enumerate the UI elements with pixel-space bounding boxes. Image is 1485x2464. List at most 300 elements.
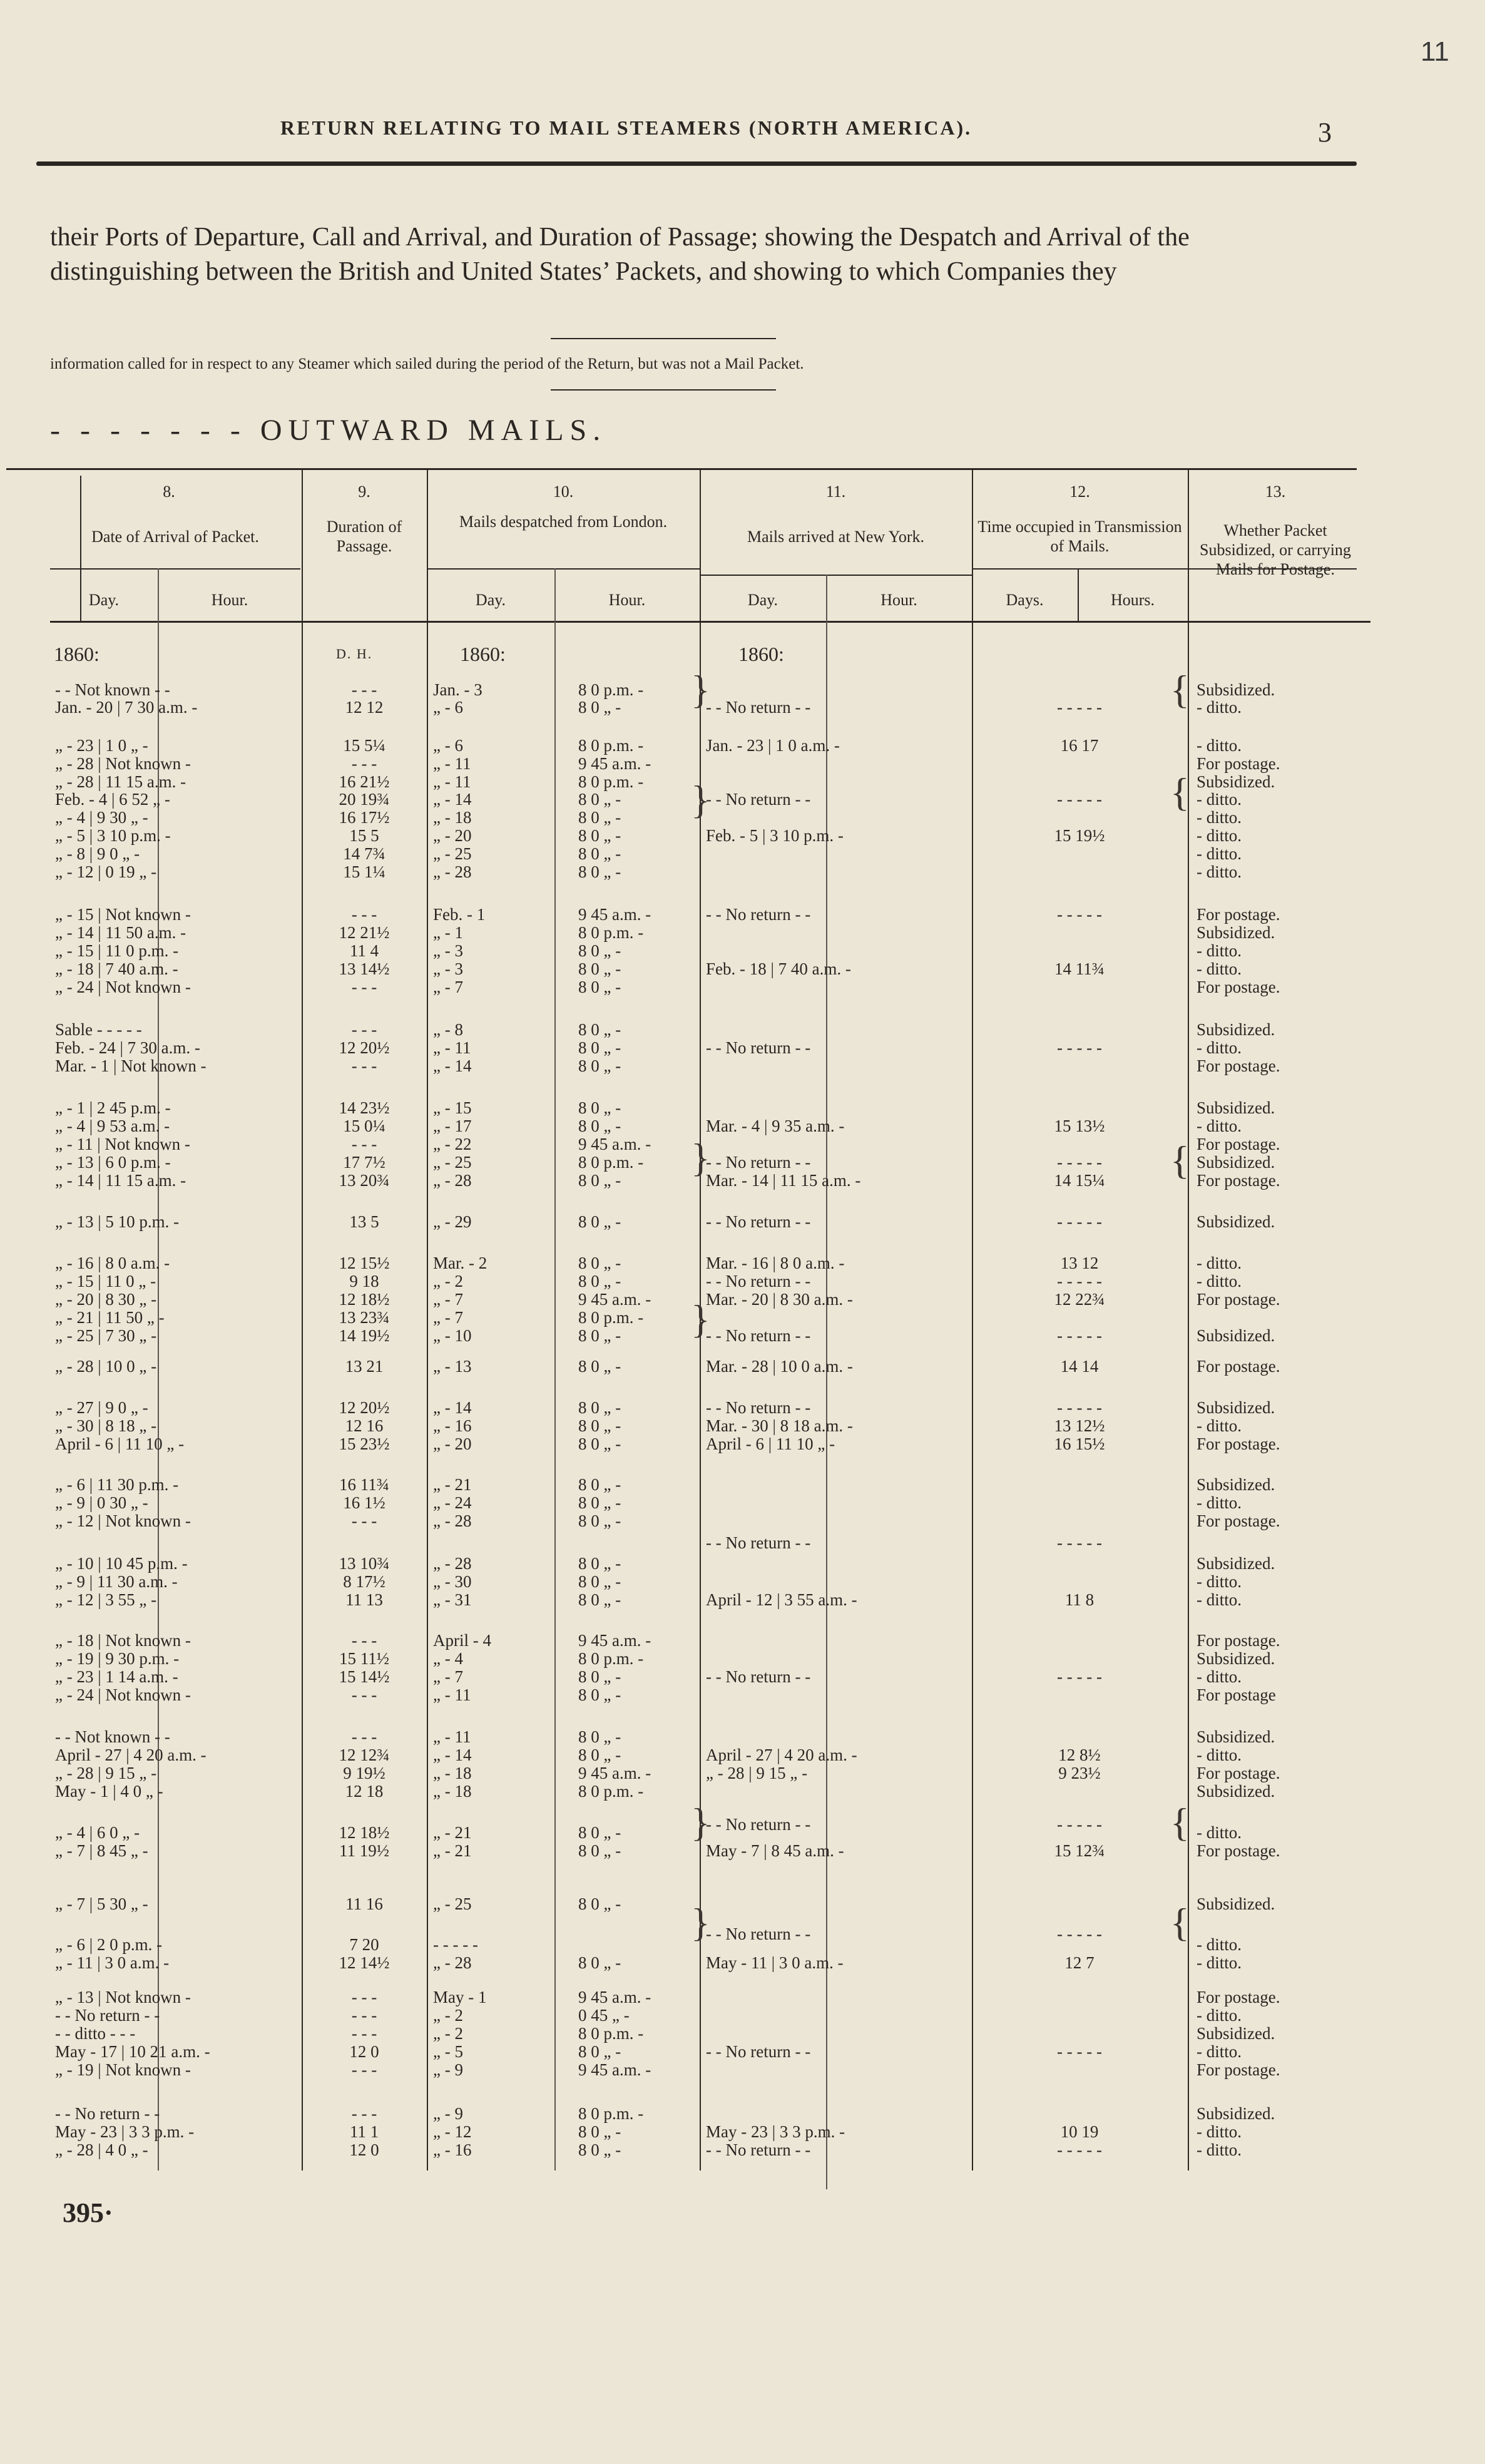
table-cell-a: May - 23 | 3 3 p.m. - <box>55 2122 195 2141</box>
table-cell-a: „ - 23 | 1 14 a.m. - <box>55 1667 178 1686</box>
table-cell-s: - ditto. <box>1197 2140 1242 2159</box>
table-cell-h: 8 0 „ - <box>578 1823 621 1842</box>
table-cell-a: „ - 5 | 3 10 p.m. - <box>55 826 171 845</box>
col11-title: Mails arrived at New York. <box>747 528 925 546</box>
table-cell-d: 12 14½ <box>339 1953 390 1972</box>
table-cell-s: Subsidized. <box>1197 1554 1275 1573</box>
table-cell-l: „ - 11 <box>433 1727 471 1746</box>
table-cell-h: 8 0 „ - <box>578 1357 621 1376</box>
table-cell-d: 15 5 <box>349 826 379 845</box>
year-label: 1860: <box>54 643 100 665</box>
table-cell-s: - ditto. <box>1197 1038 1242 1057</box>
header-bottom-rule <box>50 621 1370 623</box>
brace-mark: { <box>1170 1800 1190 1844</box>
table-cell-d: - - - <box>351 1685 377 1704</box>
table-cell-l: „ - 28 <box>433 862 472 881</box>
table-cell-a: „ - 21 | 11 50 „ - <box>55 1308 165 1327</box>
table-cell-s: For postage. <box>1197 2060 1280 2079</box>
table-cell-d: 12 0 <box>349 2042 379 2061</box>
col12-title: Time occupied in Transmission of Mails. <box>977 518 1182 555</box>
table-cell-d: - - - <box>351 1020 377 1039</box>
table-cell-n: Mar. - 30 | 8 18 a.m. - <box>706 1416 853 1435</box>
table-cell-l: „ - 7 <box>433 1308 463 1327</box>
table-cell-d: 14 19½ <box>339 1326 390 1345</box>
table-cell-a: „ - 14 | 11 50 a.m. - <box>55 923 186 942</box>
table-cell-n: April - 27 | 4 20 a.m. - <box>706 1746 857 1764</box>
col11-hour-header: Hour. <box>880 591 917 609</box>
table-cell-n: - - No return - - <box>706 1212 811 1231</box>
table-cell-a: „ - 15 | 11 0 „ - <box>55 1272 156 1291</box>
table-cell-s: Subsidized. <box>1197 1153 1275 1172</box>
table-cell-s: For postage. <box>1197 1357 1280 1376</box>
table-cell-a: Feb. - 24 | 7 30 a.m. - <box>55 1038 200 1057</box>
table-cell-l: „ - 7 <box>433 1667 463 1686</box>
table-cell-h: 8 0 „ - <box>578 808 621 827</box>
table-cell-n: Feb. - 5 | 3 10 p.m. - <box>706 826 844 845</box>
table-top-rule <box>6 468 1357 470</box>
table-cell-s: - ditto. <box>1197 1272 1242 1291</box>
table-cell-a: „ - 20 | 8 30 „ - <box>55 1290 157 1309</box>
table-cell-a: „ - 7 | 5 30 „ - <box>55 1894 148 1913</box>
table-cell-l: „ - 18 <box>433 808 472 827</box>
table-cell-n: Jan. - 23 | 1 0 a.m. - <box>706 736 840 755</box>
table-cell-s: - ditto. <box>1197 698 1242 717</box>
table-cell-h: 8 0 p.m. - <box>578 2104 644 2123</box>
table-cell-a: „ - 4 | 9 30 „ - <box>55 808 148 827</box>
brace-mark: } <box>691 1135 710 1180</box>
column-rule <box>972 468 973 2170</box>
table-cell-h: 8 0 „ - <box>578 941 621 960</box>
table-cell-h: 8 0 „ - <box>578 2122 621 2141</box>
table-cell-d: 13 5 <box>349 1212 379 1231</box>
table-cell-h: 8 0 „ - <box>578 1841 621 1860</box>
table-cell-l: „ - 2 <box>433 2006 463 2025</box>
table-cell-s: - ditto. <box>1197 1572 1242 1591</box>
table-cell-a: „ - 18 | 7 40 a.m. - <box>55 959 178 978</box>
col10-day-header: Day. <box>475 591 506 609</box>
table-cell-l: „ - 21 <box>433 1841 472 1860</box>
table-cell-s: - ditto. <box>1197 959 1242 978</box>
table-cell-l: „ - 18 <box>433 1764 472 1782</box>
table-cell-a: „ - 12 | 3 55 „ - <box>55 1590 157 1609</box>
table-cell-h: 8 0 „ - <box>578 1475 621 1494</box>
table-cell-l: „ - 28 <box>433 1171 472 1190</box>
table-cell-s: - ditto. <box>1197 1416 1242 1435</box>
brace-mark: { <box>1170 1900 1190 1945</box>
table-cell-l: „ - 7 <box>433 978 463 996</box>
table-cell-a: „ - 30 | 8 18 „ - <box>55 1416 157 1435</box>
col8-number: 8. <box>163 483 175 501</box>
table-cell-h: 8 0 „ - <box>578 826 621 845</box>
table-cell-h: 8 0 „ - <box>578 844 621 863</box>
table-cell-a: „ - 13 | 6 0 p.m. - <box>55 1153 171 1172</box>
table-cell-h: 0 45 „ - <box>578 2006 630 2025</box>
table-cell-h: 8 0 „ - <box>578 1020 621 1039</box>
table-cell-d: - - - <box>351 680 377 699</box>
table-cell-d: 12 18½ <box>339 1290 390 1309</box>
table-cell-a: April - 6 | 11 10 „ - <box>55 1434 185 1453</box>
table-cell-s: - ditto. <box>1197 1935 1242 1954</box>
table-cell-l: „ - 28 <box>433 1511 472 1530</box>
table-cell-h: 8 0 „ - <box>578 1727 621 1746</box>
table-cell-d: 13 10¾ <box>339 1554 390 1573</box>
table-cell-h: 8 0 „ - <box>578 1212 621 1231</box>
table-cell-l: „ - 3 <box>433 941 463 960</box>
brace-mark: } <box>691 777 710 822</box>
table-cell-d: 14 23½ <box>339 1098 390 1117</box>
col9-number: 9. <box>358 483 370 501</box>
table-cell-s: - ditto. <box>1197 1117 1242 1135</box>
table-cell-d: 12 0 <box>349 2140 379 2159</box>
table-cell-l: „ - 20 <box>433 826 472 845</box>
table-cell-s: - ditto. <box>1197 1254 1242 1272</box>
table-cell-s: For postage. <box>1197 1135 1280 1153</box>
table-cell-h: 8 0 „ - <box>578 1572 621 1591</box>
table-cell-d: 12 16 <box>345 1416 384 1435</box>
table-cell-d: - - - <box>351 2024 377 2043</box>
table-cell-d: 13 21 <box>345 1357 384 1376</box>
table-cell-s: Subsidized. <box>1197 1326 1275 1345</box>
table-cell-l: „ - 28 <box>433 1953 472 1972</box>
table-cell-a: „ - 14 | 11 15 a.m. - <box>55 1171 186 1190</box>
intro-line-2: distinguishing between the British and United States’ Packets, and showing to which Companies they <box>50 257 1117 286</box>
table-cell-h: 8 0 „ - <box>578 1117 621 1135</box>
table-cell-a: „ - 13 | 5 10 p.m. - <box>55 1212 180 1231</box>
table-cell-n: Mar. - 4 | 9 35 a.m. - <box>706 1117 845 1135</box>
col10-number: 10. <box>553 483 574 501</box>
table-cell-l: „ - 17 <box>433 1117 472 1135</box>
table-cell-l: „ - 18 <box>433 1782 472 1801</box>
table-cell-l: „ - 28 <box>433 1554 472 1573</box>
table-cell-d: 13 14½ <box>339 959 390 978</box>
table-cell-t: 14 11¾ <box>1054 959 1105 978</box>
table-cell-d: 12 20½ <box>339 1038 390 1057</box>
table-cell-t: - - - - - <box>1057 1667 1102 1686</box>
duration-units: D. H. <box>336 646 373 662</box>
table-cell-a: „ - 27 | 9 0 „ - <box>55 1398 148 1417</box>
table-cell-n: - - No return - - <box>706 1667 811 1686</box>
table-cell-d: 11 1 <box>349 2122 379 2141</box>
table-cell-d: 12 18 <box>345 1782 384 1801</box>
table-cell-h: 8 0 „ - <box>578 1056 621 1075</box>
table-cell-a: „ - 16 | 8 0 a.m. - <box>55 1254 170 1272</box>
table-cell-d: - - - <box>351 1135 377 1153</box>
table-cell-d: - - - <box>351 2006 377 2025</box>
header-rule-c8 <box>50 568 300 570</box>
table-cell-h: 8 0 p.m. - <box>578 1308 644 1327</box>
table-cell-a: „ - 23 | 1 0 „ - <box>55 736 148 755</box>
table-cell-d: 8 17½ <box>343 1572 385 1591</box>
table-cell-l: „ - 31 <box>433 1590 472 1609</box>
table-cell-l: „ - 24 <box>433 1493 472 1512</box>
table-cell-s: Subsidized. <box>1197 1398 1275 1417</box>
table-cell-d: 14 7¾ <box>343 844 385 863</box>
table-cell-h: 8 0 „ - <box>578 1254 621 1272</box>
table-cell-s: - ditto. <box>1197 862 1242 881</box>
table-cell-t: - - - - - <box>1057 1153 1102 1172</box>
table-cell-d: 12 21½ <box>339 923 390 942</box>
table-cell-a: „ - 28 | 4 0 „ - <box>55 2140 148 2159</box>
table-cell-a: „ - 12 | Not known - <box>55 1511 191 1530</box>
table-cell-s: For postage <box>1197 1685 1276 1704</box>
table-cell-t: 16 15½ <box>1054 1434 1105 1453</box>
table-cell-l: „ - 5 <box>433 2042 463 2061</box>
table-cell-s: - ditto. <box>1197 1746 1242 1764</box>
table-cell-d: 20 19¾ <box>339 790 390 809</box>
table-cell-t: 10 19 <box>1060 2122 1099 2141</box>
table-cell-l: „ - 10 <box>433 1326 472 1345</box>
table-cell-h: 8 0 „ - <box>578 1685 621 1704</box>
table-cell-h: 9 45 a.m. - <box>578 754 651 773</box>
table-cell-h: 8 0 „ - <box>578 790 621 809</box>
table-cell-l: „ - 14 <box>433 790 472 809</box>
table-cell-n: - - No return - - <box>706 1925 811 1943</box>
table-cell-h: 9 45 a.m. - <box>578 905 651 924</box>
table-cell-a: „ - 18 | Not known - <box>55 1631 191 1650</box>
table-cell-t: 9 23½ <box>1058 1764 1101 1782</box>
table-cell-l: „ - 16 <box>433 1416 472 1435</box>
table-cell-h: 8 0 „ - <box>578 1894 621 1913</box>
table-cell-l: „ - 21 <box>433 1475 472 1494</box>
table-cell-a: „ - 28 | Not known - <box>55 754 191 773</box>
table-cell-a: - - ditto - - - <box>55 2024 136 2043</box>
table-cell-n: May - 7 | 8 45 a.m. - <box>706 1841 844 1860</box>
table-cell-n: Mar. - 28 | 10 0 a.m. - <box>706 1357 853 1376</box>
table-cell-h: 8 0 „ - <box>578 1434 621 1453</box>
table-cell-a: „ - 7 | 8 45 „ - <box>55 1841 148 1860</box>
table-cell-s: For postage. <box>1197 1056 1280 1075</box>
table-cell-a: - - Not known - - <box>55 1727 170 1746</box>
table-cell-s: - ditto. <box>1197 790 1242 809</box>
short-rule-top <box>551 338 776 339</box>
table-cell-d: 15 1¼ <box>343 862 385 881</box>
table-cell-d: 13 23¾ <box>339 1308 390 1327</box>
table-cell-d: 11 4 <box>349 941 379 960</box>
col10-title: Mails despatched from London. <box>459 513 668 531</box>
table-cell-s: For postage. <box>1197 1988 1280 2006</box>
table-cell-d: 15 14½ <box>339 1667 390 1686</box>
table-cell-s: Subsidized. <box>1197 1894 1275 1913</box>
table-cell-d: - - - <box>351 978 377 996</box>
table-cell-s: - ditto. <box>1197 2006 1242 2025</box>
table-cell-a: „ - 9 | 0 30 „ - <box>55 1493 148 1512</box>
table-cell-l: „ - 11 <box>433 754 471 773</box>
sub-column-rule <box>158 568 159 2170</box>
table-cell-l: „ - 15 <box>433 1098 472 1117</box>
table-cell-h: 9 45 a.m. - <box>578 1988 651 2006</box>
table-cell-h: 8 0 „ - <box>578 1493 621 1512</box>
table-cell-h: 8 0 „ - <box>578 1272 621 1291</box>
table-cell-l: „ - 16 <box>433 2140 472 2159</box>
table-cell-s: For postage. <box>1197 1764 1280 1782</box>
column-rule <box>302 468 303 2170</box>
table-cell-a: „ - 28 | 11 15 a.m. - <box>55 772 186 791</box>
table-cell-h: 8 0 „ - <box>578 1326 621 1345</box>
table-cell-n: - - No return - - <box>706 905 811 924</box>
table-cell-h: 8 0 „ - <box>578 1098 621 1117</box>
table-cell-l: „ - 11 <box>433 1685 471 1704</box>
table-cell-s: - ditto. <box>1197 844 1242 863</box>
table-cell-d: 16 21½ <box>339 772 390 791</box>
table-cell-l: „ - 12 <box>433 2122 472 2141</box>
table-cell-a: „ - 19 | 9 30 p.m. - <box>55 1649 180 1668</box>
table-cell-n: Mar. - 16 | 8 0 a.m. - <box>706 1254 845 1272</box>
table-cell-h: 8 0 „ - <box>578 1746 621 1764</box>
table-cell-d: 7 20 <box>349 1935 379 1954</box>
table-cell-t: - - - - - <box>1057 1212 1102 1231</box>
table-cell-h: 9 45 a.m. - <box>578 1764 651 1782</box>
table-cell-h: 8 0 „ - <box>578 862 621 881</box>
table-cell-h: 8 0 p.m. - <box>578 2024 644 2043</box>
table-cell-a: „ - 28 | 9 15 „ - <box>55 1764 157 1782</box>
table-cell-h: 9 45 a.m. - <box>578 1290 651 1309</box>
table-cell-l: „ - 2 <box>433 1272 463 1291</box>
table-cell-l: „ - 2 <box>433 2024 463 2043</box>
table-cell-s: Subsidized. <box>1197 680 1275 699</box>
table-cell-s: - ditto. <box>1197 1953 1242 1972</box>
note-text: information called for in respect to any Steamer which sailed during the period of the Return, but was not a Mail Packet. <box>50 355 804 372</box>
table-cell-n: - - No return - - <box>706 1272 811 1291</box>
table-cell-d: - - - <box>351 1631 377 1650</box>
table-cell-s: Subsidized. <box>1197 772 1275 791</box>
footer-number: 395· <box>63 2197 113 2228</box>
brace-mark: } <box>691 1800 710 1844</box>
table-cell-h: 8 0 „ - <box>578 1953 621 1972</box>
brace-mark: } <box>691 1900 710 1945</box>
col12-hours-header: Hours. <box>1110 591 1155 609</box>
table-cell-n: „ - 28 | 9 15 „ - <box>706 1764 808 1782</box>
table-cell-n: - - No return - - <box>706 1153 811 1172</box>
table-cell-n: - - No return - - <box>706 1398 811 1417</box>
table-cell-a: „ - 25 | 7 30 „ - <box>55 1326 157 1345</box>
table-cell-l: „ - 14 <box>433 1056 472 1075</box>
table-cell-l: Mar. - 2 <box>433 1254 487 1272</box>
table-cell-l: Feb. - 1 <box>433 905 486 924</box>
table-cell-d: 12 15½ <box>339 1254 390 1272</box>
table-cell-s: For postage. <box>1197 1171 1280 1190</box>
table-cell-s: Subsidized. <box>1197 2024 1275 2043</box>
table-cell-a: „ - 24 | Not known - <box>55 1685 191 1704</box>
table-cell-a: „ - 24 | Not known - <box>55 978 191 996</box>
table-cell-t: - - - - - <box>1057 1533 1102 1552</box>
table-cell-t: 15 19½ <box>1054 826 1105 845</box>
table-cell-n: May - 11 | 3 0 a.m. - <box>706 1953 844 1972</box>
table-cell-s: - ditto. <box>1197 941 1242 960</box>
table-cell-s: For postage. <box>1197 1511 1280 1530</box>
table-cell-h: 8 0 p.m. - <box>578 736 644 755</box>
table-cell-s: Subsidized. <box>1197 1098 1275 1117</box>
table-cell-a: „ - 12 | 0 19 „ - <box>55 862 157 881</box>
table-cell-t: - - - - - <box>1057 1398 1102 1417</box>
table-cell-l: „ - 9 <box>433 2060 463 2079</box>
table-cell-h: 8 0 „ - <box>578 1667 621 1686</box>
table-cell-s: - ditto. <box>1197 1823 1242 1842</box>
col13-title: Whether Packet Subsidized, or carrying Mails for Postage. <box>1200 521 1351 578</box>
table-cell-n: - - No return - - <box>706 790 811 809</box>
table-cell-d: 13 20¾ <box>339 1171 390 1190</box>
table-cell-d: 15 11½ <box>339 1649 389 1668</box>
table-cell-a: - - Not known - - <box>55 680 170 699</box>
table-cell-h: 8 0 „ - <box>578 1416 621 1435</box>
folio-number: 11 <box>1421 36 1449 67</box>
table-cell-t: - - - - - <box>1057 1326 1102 1345</box>
head-rule <box>36 161 1357 166</box>
table-cell-d: 11 13 <box>345 1590 383 1609</box>
table-cell-a: „ - 11 | Not known - <box>55 1135 190 1153</box>
table-cell-a: „ - 1 | 2 45 p.m. - <box>55 1098 171 1117</box>
brace-mark: { <box>1170 1138 1190 1182</box>
table-cell-l: „ - 9 <box>433 2104 463 2123</box>
table-cell-a: „ - 19 | Not known - <box>55 2060 191 2079</box>
col8-title: Date of Arrival of Packet. <box>91 528 259 546</box>
table-cell-l: „ - 29 <box>433 1212 472 1231</box>
table-cell-a: „ - 6 | 2 0 p.m. - <box>55 1935 163 1954</box>
year-label: 1860: <box>460 643 506 665</box>
table-cell-h: 8 0 „ - <box>578 1038 621 1057</box>
table-cell-s: For postage. <box>1197 1841 1280 1860</box>
table-cell-h: 9 45 a.m. - <box>578 2060 651 2079</box>
table-cell-n: April - 12 | 3 55 a.m. - <box>706 1590 857 1609</box>
short-rule-bottom <box>551 389 776 391</box>
sub-column-rule <box>554 568 556 2170</box>
table-cell-l: „ - 21 <box>433 1823 472 1842</box>
table-cell-h: 8 0 p.m. - <box>578 1649 644 1668</box>
table-cell-l: „ - 11 <box>433 772 471 791</box>
col11-day-header: Day. <box>747 591 778 609</box>
table-cell-l: „ - 11 <box>433 1038 471 1057</box>
table-cell-l: „ - 6 <box>433 736 463 755</box>
table-cell-h: 8 0 „ - <box>578 959 621 978</box>
table-cell-n: - - No return - - <box>706 2042 811 2061</box>
table-cell-t: 15 13½ <box>1054 1117 1105 1135</box>
table-cell-d: 15 5¼ <box>343 736 385 755</box>
table-cell-l: May - 1 <box>433 1988 487 2006</box>
column-rule <box>427 468 428 2170</box>
table-cell-d: 12 20½ <box>339 1398 390 1417</box>
table-cell-t: - - - - - <box>1057 1272 1102 1291</box>
table-cell-h: 8 0 p.m. - <box>578 772 644 791</box>
table-cell-a: May - 17 | 10 21 a.m. - <box>55 2042 210 2061</box>
col8-hour-header: Hour. <box>211 591 248 609</box>
table-cell-n: - - No return - - <box>706 698 811 717</box>
table-cell-d: 9 18 <box>349 1272 379 1291</box>
table-cell-l: „ - 7 <box>433 1290 463 1309</box>
table-cell-d: 17 7½ <box>343 1153 385 1172</box>
table-cell-a: „ - 15 | Not known - <box>55 905 191 924</box>
table-cell-a: Sable - - - - - <box>55 1020 142 1039</box>
table-cell-s: - ditto. <box>1197 2042 1242 2061</box>
table-cell-n: Mar. - 20 | 8 30 a.m. - <box>706 1290 853 1309</box>
running-head: RETURN RELATING TO MAIL STEAMERS (NORTH AMERICA). <box>280 116 972 139</box>
table-cell-s: - ditto. <box>1197 736 1242 755</box>
table-cell-s: For postage. <box>1197 1434 1280 1453</box>
table-cell-l: Jan. - 3 <box>433 680 482 699</box>
table-cell-t: 16 17 <box>1060 736 1099 755</box>
table-cell-s: For postage. <box>1197 978 1280 996</box>
table-cell-d: - - - <box>351 1056 377 1075</box>
table-cell-a: „ - 11 | 3 0 a.m. - <box>55 1953 170 1972</box>
table-cell-h: 8 0 „ - <box>578 1171 621 1190</box>
table-cell-d: 15 0¼ <box>343 1117 385 1135</box>
table-cell-t: - - - - - <box>1057 790 1102 809</box>
table-cell-l: „ - 30 <box>433 1572 472 1591</box>
table-cell-l: „ - 20 <box>433 1434 472 1453</box>
table-cell-a: April - 27 | 4 20 a.m. - <box>55 1746 207 1764</box>
table-cell-s: - ditto. <box>1197 808 1242 827</box>
section-title: - - - - - - - OUTWARD MAILS. <box>50 414 607 447</box>
table-cell-h: 9 45 a.m. - <box>578 1135 651 1153</box>
table-cell-a: „ - 6 | 11 30 p.m. - <box>55 1475 179 1494</box>
